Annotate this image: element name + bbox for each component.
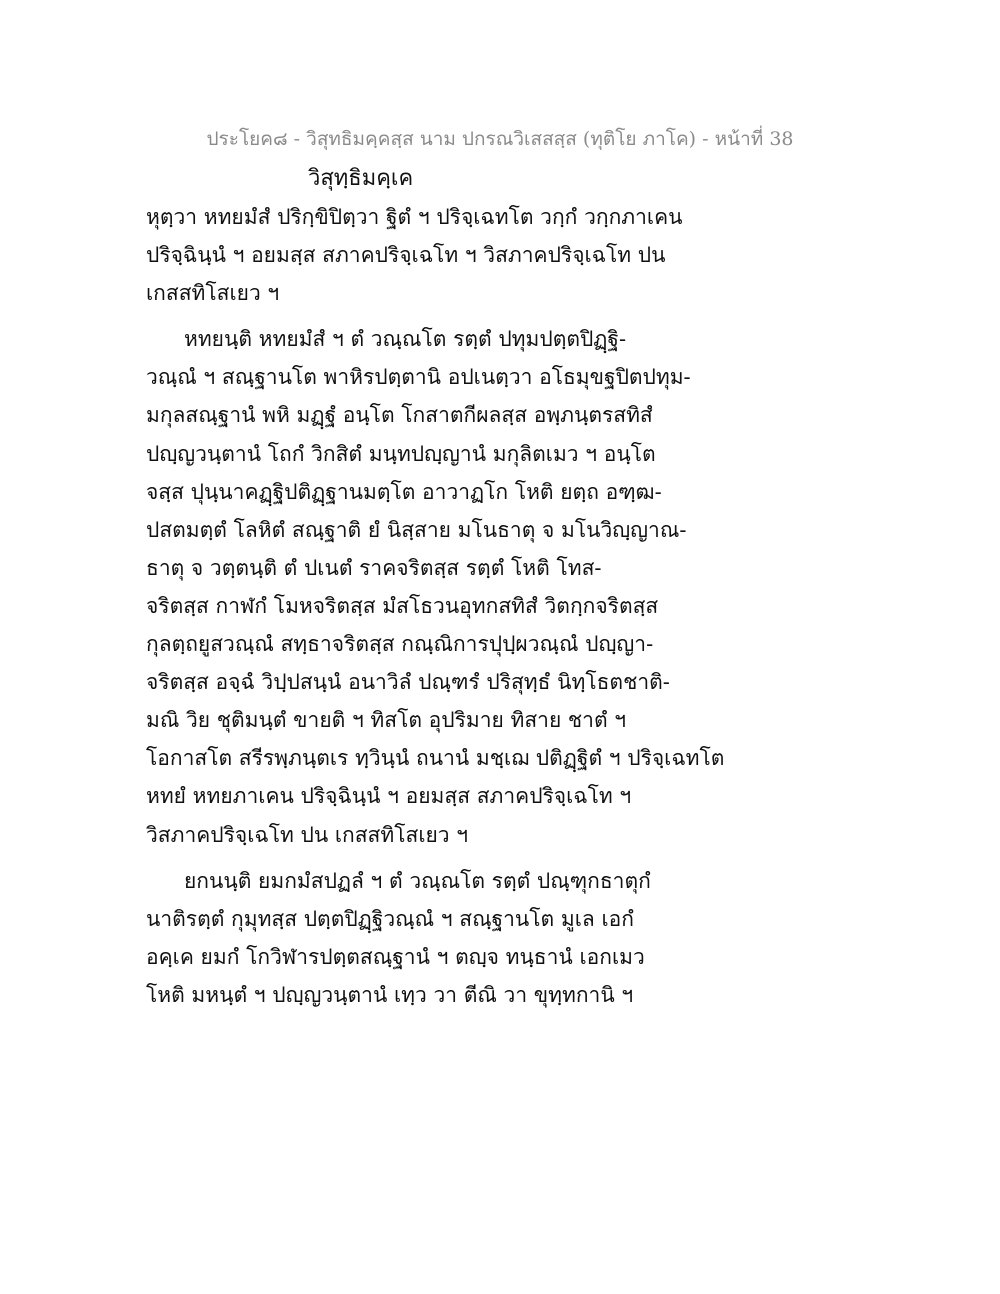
text-line: ยกนนฺติ ยมกมํสปฏลํ ฯ ตํ วณฺณโต รตฺตํ ปณฺฑุกธาตุกํ: [184, 868, 651, 893]
text-line: โอกาสโต สรีรพฺภนฺตเร ทฺวินฺนํ ถนานํ มชฺเฌ ปติฏฺฐิตํ ฯ ปริจฺเฉทโต: [146, 746, 725, 771]
text-line: กุลตฺถยูสวณฺณํ สทฺธาจริตสฺส กณฺณิการปุปฺผวณฺณํ ปญฺญา-: [146, 632, 654, 657]
text-line: หุตฺวา หทยมํสํ ปริกฺขิปิตฺวา ฐิตํ ฯ ปริจฺเฉทโต วกฺกํ วกฺกภาเคน: [146, 205, 683, 229]
text-line: จสฺส ปุนฺนาคฏฺฐิปติฏฺฐานมตฺโต อาวาฏโก โหติ ยตฺถ อฑฺฒ-: [146, 479, 662, 504]
text-line: วิสภาคปริจฺเฉโท ปน เกสสทิโสเยว ฯ: [146, 822, 469, 847]
text-line: อคฺเค ยมกํ โกวิฬารปตฺตสณฺฐานํ ฯ ตญฺจ ทนฺธานํ เอกเมว: [146, 944, 645, 969]
running-header: ประโยค๘ - วิสุทธิมคฺคสฺส นาม ปกรณวิเสสสฺส (ทุติโย ภาโค) - หน้าที่ 38: [206, 128, 794, 150]
text-line: เกสสทิโสเยว ฯ: [146, 281, 280, 306]
text-line: หทยํ หทยภาเคน ปริจฺฉินฺนํ ฯ อยมสฺส สภาคปริจฺเฉโท ฯ: [146, 784, 632, 809]
text-line: จริตสฺส อจฺฉํ วิปฺปสนฺนํ อนาวิลํ ปณฺฑรํ ปริสุทฺธํ นิทฺโธตชาติ-: [146, 670, 670, 695]
text-line: นาติรตฺตํ กุมุทสฺส ปตฺตปิฏฺฐิวณฺณํ ฯ สณฺฐานโต มูเล เอกํ: [146, 906, 634, 931]
text-line: ปญฺญวนฺตานํ โถกํ วิกสิตํ มนฺทปญฺญานํ มกุลิตเมว ฯ อนฺโต: [146, 441, 656, 466]
text-line: มณิ วิย ชุติมนฺตํ ขายติ ฯ ทิสโต อุปริมาย ทิสาย ชาตํ ฯ: [146, 708, 627, 733]
body-text: [146, 198, 866, 1014]
text-line: จริตสฺส กาฬกํ โมหจริตสฺส มํสโธวนอุทกสทิสํ วิตกฺกจริตสฺส: [146, 593, 659, 618]
text-line: ปสตมตฺตํ โลหิตํ สณฺฐาติ ยํ นิสฺสาย มโนธาตุ จ มโนวิญฺญาณ-: [146, 517, 687, 542]
book-title: วิสุทฺธิมคฺเค: [308, 166, 414, 191]
text-line: วณฺณํ ฯ สณฺฐานโต พาหิรปตฺตานิ อปเนตฺวา อโธมุขฐปิตปทุม-: [146, 365, 691, 390]
text-line: โหติ มหนฺตํ ฯ ปญฺญวนฺตานํ เทฺว วา ตีณิ วา ขุทฺทกานิ ฯ: [146, 982, 634, 1007]
text-line: หทยนฺติ หทยมํสํ ฯ ตํ วณฺณโต รตฺตํ ปทุมปตฺตปิฏฺฐิ-: [184, 327, 627, 352]
text-line: ธาตุ จ วตฺตนฺติ ตํ ปเนตํ ราคจริตสฺส รตฺตํ โหติ โทส-: [146, 555, 602, 580]
text-line: มกุลสณฺฐานํ พหิ มฏฺฐํ อนฺโต โกสาตกีผลสฺส อพฺภนฺตรสทิสํ: [146, 403, 653, 428]
text-line: ปริจฺฉินฺนํ ฯ อยมสฺส สภาคปริจฺเฉโท ฯ วิสภาคปริจฺเฉโท ปน: [146, 243, 666, 268]
